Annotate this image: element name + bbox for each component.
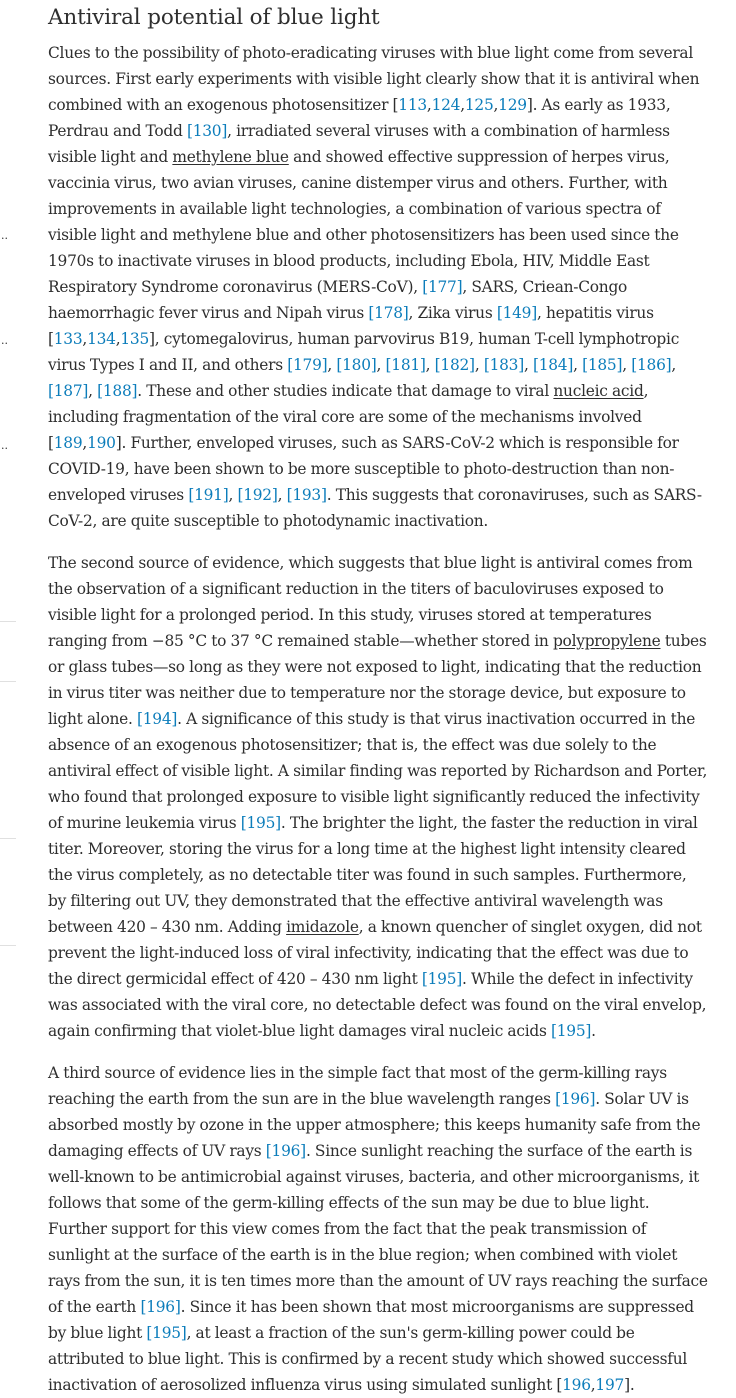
outline-item-truncated[interactable]: .. (1, 229, 8, 242)
paragraph-photosensitizer-evidence: Clues to the possibility of photo-eradicating viruses with blue light come from several sources. First early experiments with visible light clearly show that it is antiviral when combined with an exogenous photosensitizer [113,124,125,129]. As early as 1933, Perdrau and Todd [130], irradiated several viruses with a combination of harmless visible light and methylene blue and showed effective suppression of herpes virus, vaccinia virus, two avian viruses, canine distemper virus and others. Further, with improvements in available light technologies, a combination of various spectra of visible light and methylene blue and other photosensitizers has been used since the 1970s to inactivate viruses in blood products, including Ebola, HIV, Middle East Respiratory Syndrome coronavirus (MERS-CoV), [177], SARS, Criean-Congo haemorrhagic fever virus and Nipah virus [178], Zika virus [149], hepatitis virus [133,134,135], cytomegalovirus, human parvovirus B19, human T-cell lymphotropic virus Types I and II, and others [179], [180], [181], [182], [183], [184], [185], [186], [187], [188]. These and other studies indicate that damage to viral nucleic acid, including fragmentation of the viral core are some of the mechanisms involved [189,190]. Further, enveloped viruses, such as SARS-CoV-2 which is responsible for COVID-19, have been shown to be more susceptible to photo-destruction than non-enveloped viruses [191], [192], [193]. This suggests that coronaviruses, such as SARS-CoV-2, are quite susceptible to photodynamic inactivation. (48, 44, 702, 530)
citation-link[interactable]: [130] (186, 122, 228, 140)
outline-item-truncated[interactable]: .. (1, 334, 8, 347)
citation-link[interactable]: 134 (87, 330, 116, 348)
citation-link[interactable]: [195] (550, 1022, 592, 1040)
citation-link[interactable]: [196] (555, 1090, 596, 1108)
citation-link[interactable]: [184] (532, 356, 574, 374)
citation-link[interactable]: [179] (287, 356, 328, 374)
outline-divider (0, 621, 16, 622)
citation-link[interactable]: 125 (464, 96, 494, 114)
paragraph-baculovirus-evidence: The second source of evidence, which suggests that blue light is antiviral comes from the observation of a significant reduction in the titers of baculoviruses exposed to visible light for a prolonged period. In this study, viruses stored at temperatures ranging from −85 °C to 37 °C remained stable—whether stored in polypropylene tubes or glass tubes—so long as they were not exposed to light, indicating that the reduction in virus titer was neither due to temperature nor the storage device, but exposure to light alone. [194]. A significance of this study is that virus inactivation occurred in the absence of an exogenous photosensitizer; that is, the effect was due solely to the antiviral effect of visible light. A similar finding was reported by Richardson and Porter, who found that prolonged exposure to visible light significantly reduced the infectivity of murine leukemia virus [195]. The brighter the light, the faster the reduction in viral titer. Moreover, storing the virus for a long time at the highest light intensity cleared the virus completely, as no detectable titer was found in such samples. Furthermore, by filtering out UV, they demonstrated that the effective antiviral wavelength was between 420 – 430 nm. Adding imidazole, a known quencher of singlet oxygen, did not prevent the light-induced loss of viral infectivity, indicating that the effect was due to the direct germicidal effect of 420 – 430 nm light [195]. While the defect in infectivity was associated with the viral core, no detectable defect was found on the viral envelop, again confirming that violet-blue light damages viral nucleic acids [195]. (48, 554, 708, 1040)
citation-link[interactable]: [196] (265, 1142, 306, 1160)
citation-link[interactable]: [149] (496, 304, 537, 322)
citation-link[interactable]: [180] (336, 356, 377, 374)
glossary-term-link[interactable]: imidazole (286, 918, 359, 936)
citation-link[interactable]: [177] (422, 278, 463, 296)
citation-link[interactable]: [196] (140, 1298, 181, 1316)
glossary-term-link[interactable]: methylene blue (172, 148, 289, 166)
citation-link[interactable]: 135 (120, 330, 149, 348)
citation-link[interactable]: [181] (385, 356, 426, 374)
citation-link[interactable]: [188] (97, 382, 138, 400)
citation-link[interactable]: [195] (421, 970, 463, 988)
citation-link[interactable]: [182] (434, 356, 475, 374)
citation-link[interactable]: 190 (87, 434, 116, 452)
section-heading: Antiviral potential of blue light (48, 5, 380, 30)
left-outline-sidebar (0, 0, 18, 1394)
paragraph-solar-evidence: A third source of evidence lies in the simple fact that most of the germ-killing rays reaching the earth from the sun are in the blue wavelength ranges [196]. Solar UV is absorbed mostly by ozone in the upper atmosphere; this keeps humanity safe from the damaging effects of UV rays [196]. Since sunlight reaching the surface of the earth is well-known to be antimicrobial against viruses, bacteria, and other microorganisms, it follows that some of the germ-killing effects of the sun may be due to blue light. Further support for this view comes from the fact that the peak transmission of sunlight at the surface of the earth is in the blue region; when combined with violet rays from the sun, it is ten times more than the amount of UV rays reaching the surface of the earth [196]. Since it has been shown that most microorganisms are suppressed by blue light [195], at least a fraction of the sun's germ-killing power could be attributed to blue light. This is confirmed by a recent study which showed successful inactivation of aerosolized influenza virus using simulated sunlight [196,197]. (48, 1064, 708, 1394)
citation-link[interactable]: 196 (562, 1376, 591, 1394)
citation-link[interactable]: 124 (431, 96, 461, 114)
outline-item-truncated[interactable]: .. (1, 439, 8, 452)
citation-link[interactable]: [194] (137, 710, 178, 728)
outline-divider (0, 838, 16, 839)
citation-link[interactable]: [193] (286, 486, 327, 504)
citation-link[interactable]: [191] (188, 486, 229, 504)
outline-divider (0, 945, 16, 946)
citation-link[interactable]: [183] (483, 356, 524, 374)
citation-link[interactable]: [195] (240, 814, 281, 832)
glossary-term-link[interactable]: polypropylene (552, 632, 661, 650)
citation-link[interactable]: [187] (48, 382, 89, 400)
citation-link[interactable]: [186] (631, 356, 672, 374)
glossary-term-link[interactable]: nucleic acid (553, 382, 644, 400)
citation-link[interactable]: [178] (368, 304, 409, 322)
citation-link[interactable]: [185] (582, 356, 623, 374)
citation-link[interactable]: 197 (595, 1376, 625, 1394)
article-body (48, 0, 708, 1398)
citation-link[interactable]: 113 (398, 96, 427, 114)
citation-link[interactable]: [192] (237, 486, 278, 504)
citation-link[interactable]: [195] (146, 1324, 187, 1342)
outline-divider (0, 681, 16, 682)
citation-link[interactable]: 129 (498, 96, 527, 114)
citation-link[interactable]: 133 (53, 330, 83, 348)
citation-link[interactable]: 189 (53, 434, 83, 452)
